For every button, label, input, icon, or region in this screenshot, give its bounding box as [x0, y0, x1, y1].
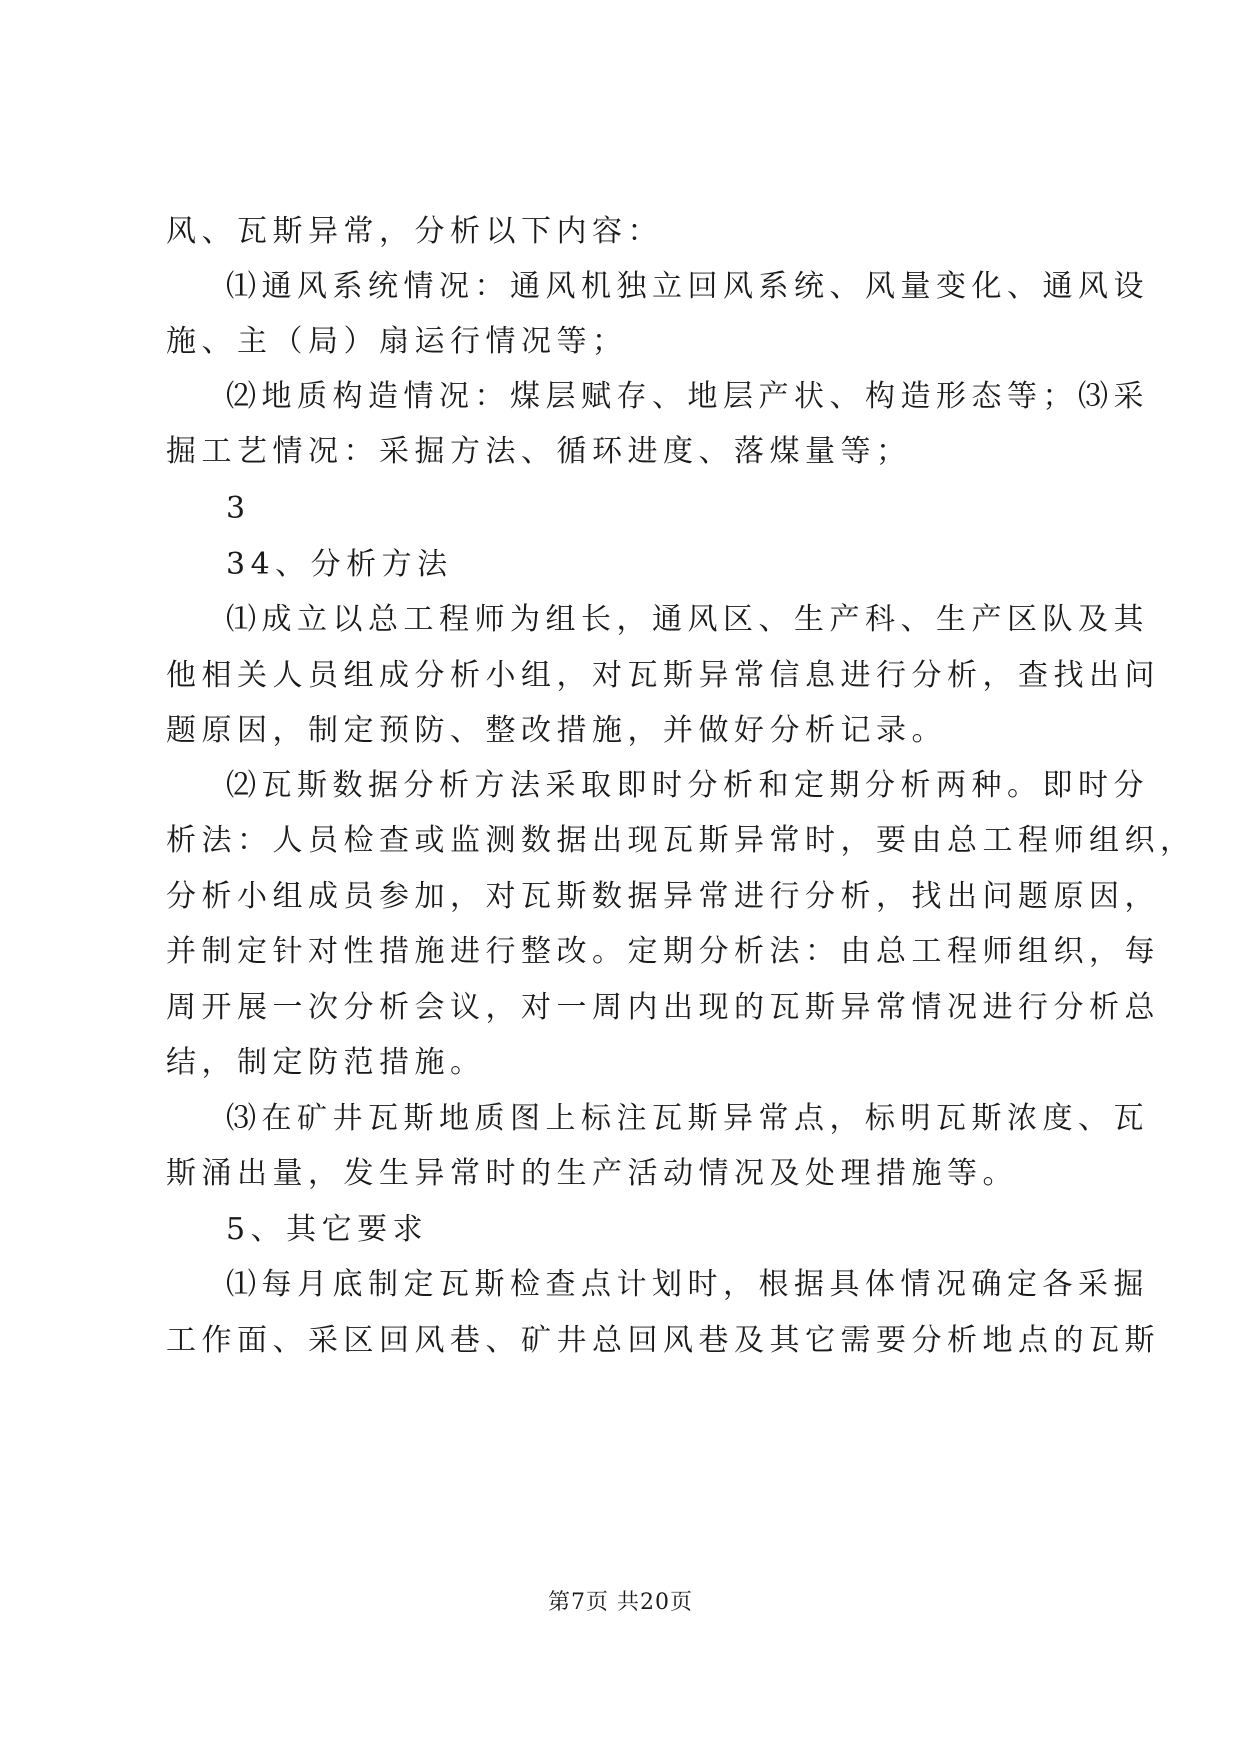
text-line: 掘工艺情况：采掘方法、循环进度、落煤量等；	[166, 434, 912, 469]
text-line: 他相关人员组成分析小组，对瓦斯异常信息进行分析，查找出问	[166, 658, 1160, 693]
text-line: 工作面、采区回风巷、矿井总回风巷及其它需要分析地点的瓦斯	[166, 1323, 1160, 1358]
text-line: ⑴通风系统情况：通风机独立回风系统、风量变化、通风设	[226, 269, 1149, 304]
section-heading: 34、分析方法	[226, 547, 453, 582]
text-line: ⑵瓦斯数据分析方法采取即时分析和定期分析两种。即时分	[226, 768, 1149, 803]
text-line: 施、主（局）扇运行情况等；	[166, 324, 628, 359]
text-line: 结，制定防范措施。	[166, 1045, 486, 1080]
text-line: 题原因，制定预防、整改措施，并做好分析记录。	[166, 713, 947, 748]
page-number-inline: 3	[226, 491, 251, 526]
text-line: ⑶在矿井瓦斯地质图上标注瓦斯异常点，标明瓦斯浓度、瓦	[226, 1101, 1149, 1136]
text-line: 周开展一次分析会议，对一周内出现的瓦斯异常情况进行分析总	[166, 990, 1160, 1025]
text-line: ⑴每月底制定瓦斯检查点计划时，根据具体情况确定各采掘	[226, 1267, 1149, 1302]
text-line: ⑵地质构造情况：煤层赋存、地层产状、构造形态等；⑶采	[226, 379, 1149, 414]
text-line: 风、瓦斯异常，分析以下内容：	[166, 214, 663, 249]
page-footer: 第7页 共20页	[548, 1590, 693, 1615]
text-line: ⑴成立以总工程师为组长，通风区、生产科、生产区队及其	[226, 602, 1149, 637]
text-line: 并制定针对性措施进行整改。定期分析法：由总工程师组织，每	[166, 934, 1160, 969]
text-line: 斯涌出量，发生异常时的生产活动情况及处理措施等。	[166, 1156, 1018, 1191]
text-line: 析法：人员检查或监测数据出现瓦斯异常时，要由总工程师组织，	[166, 823, 1196, 858]
section-heading: 5、其它要求	[226, 1212, 429, 1247]
text-line: 分析小组成员参加，对瓦斯数据异常进行分析，找出问题原因，	[166, 879, 1160, 914]
